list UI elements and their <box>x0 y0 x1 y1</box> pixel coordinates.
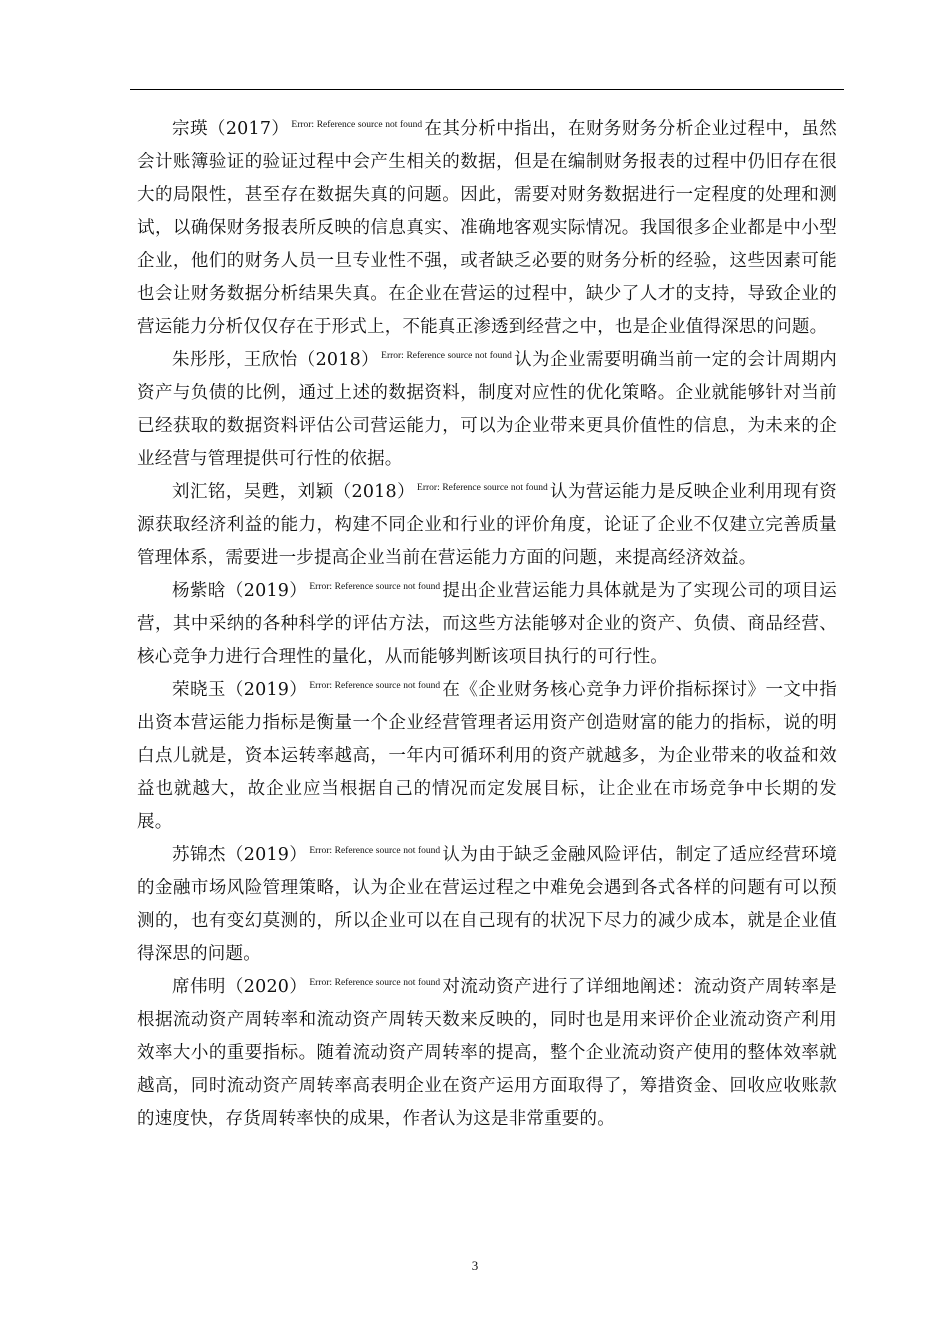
paragraph-text: 认为营运能力是反映企业利用现有资源获取经济利益的能力，构建不同企业和行业的评价角度，论证了企业不仅建立完善质量管理体系，需要进一步提高企业当前在营运能力方面的问题，来提高经济效益。 <box>137 482 837 568</box>
paragraph-liuhuiming <box>137 476 837 575</box>
citation-author: 朱彤彤，王欣怡（2018） <box>172 350 380 370</box>
reference-error: Error: Reference source not found <box>309 978 441 988</box>
paragraph-xiweiming <box>137 971 837 1136</box>
paragraph-text: 对流动资产进行了详细地阐述：流动资产周转率是根据流动资产周转率和流动资产周转天数来反映的，同时也是用来评价企业流动资产利用效率大小的重要指标。随着流动资产周转率的提高，整个企业流动资产使用的整体效率就越高，同时流动资产周转率高表明企业在资产运用方面取得了，筹措资金、回收应收账款的速度快，存货周转率快的成果，作者认为这是非常重要的。 <box>137 977 838 1129</box>
paragraph-text: 认为由于缺乏金融风险评估，制定了适应经营环境的金融市场风险管理策略，认为企业在营运过程之中难免会遇到各式各样的问题有可以预测的，也有变幻莫测的，所以企业可以在自己现有的状况下尽力的减少成本，就是企业值得深思的问题。 <box>137 845 838 964</box>
paragraph-zongying <box>137 113 837 344</box>
paragraph-zhutongtong <box>137 344 837 476</box>
citation-author: 席伟明（2020） <box>172 977 308 997</box>
reference-error: Error: Reference source not found <box>309 681 441 691</box>
paragraph-rongxiaoyu <box>137 674 837 839</box>
reference-error: Error: Reference source not found <box>309 846 441 856</box>
document-body <box>137 113 837 1136</box>
citation-author: 苏锦杰（2019） <box>172 845 308 865</box>
reference-error: Error: Reference source not found <box>291 120 423 130</box>
reference-error: Error: Reference source not found <box>417 483 548 493</box>
reference-error: Error: Reference source not found <box>381 351 512 361</box>
paragraph-yangzihan <box>137 575 837 674</box>
citation-author: 刘汇铭，吴甦，刘颖（2018） <box>172 482 416 502</box>
paragraph-text: 提出企业营运能力具体就是为了实现公司的项目运营，其中采纳的各种科学的评估方法，而这些方法能够对企业的资产、负债、商品经营、核心竞争力进行合理性的量化，从而能够判断该项目执行的可行性。 <box>137 581 838 667</box>
reference-error: Error: Reference source not found <box>309 582 441 592</box>
paragraph-text: 在其分析中指出，在财务财务分析企业过程中，虽然会计账簿验证的验证过程中会产生相关的数据，但是在编制财务报表的过程中仍旧存在很大的局限性，甚至存在数据失真的问题。因此，需要对财务数据进行一定程度的处理和测试，以确保财务报表所反映的信息真实、准确地客观实际情况。我国很多企业都是中小型企业，他们的财务人员一旦专业性不强，或者缺乏必要的财务分析的经验，这些因素可能也会让财务数据分析结果失真。在企业在营运的过程中，缺少了人才的支持，导致企业的营运能力分析仅仅存在于形式上，不能真正渗透到经营之中，也是企业值得深思的问题。 <box>137 119 837 337</box>
paragraph-text: 在《企业财务核心竞争力评价指标探讨》一文中指出资本营运能力指标是衡量一个企业经营管理者运用资产创造财富的能力的指标，说的明白点儿就是，资本运转率越高，一年内可循环利用的资产就越多，为企业带来的收益和效益也就越大，故企业应当根据自己的情况而定发展目标，让企业在市场竞争中长期的发展。 <box>137 680 838 832</box>
header-rule <box>130 89 844 90</box>
paragraph-text: 认为企业需要明确当前一定的会计周期内资产与负债的比例，通过上述的数据资料，制度对应性的优化策略。企业就能够针对当前已经获取的数据资料评估公司营运能力，可以为企业带来更具价值性的信息，为未来的企业经营与管理提供可行性的依据。 <box>137 350 838 469</box>
page-number: 3 <box>471 1258 479 1273</box>
citation-author: 宗瑛（2017） <box>172 119 290 139</box>
citation-author: 杨紫晗（2019） <box>172 581 308 601</box>
paragraph-sujinjie <box>137 839 837 971</box>
citation-author: 荣晓玉（2019） <box>172 680 308 700</box>
